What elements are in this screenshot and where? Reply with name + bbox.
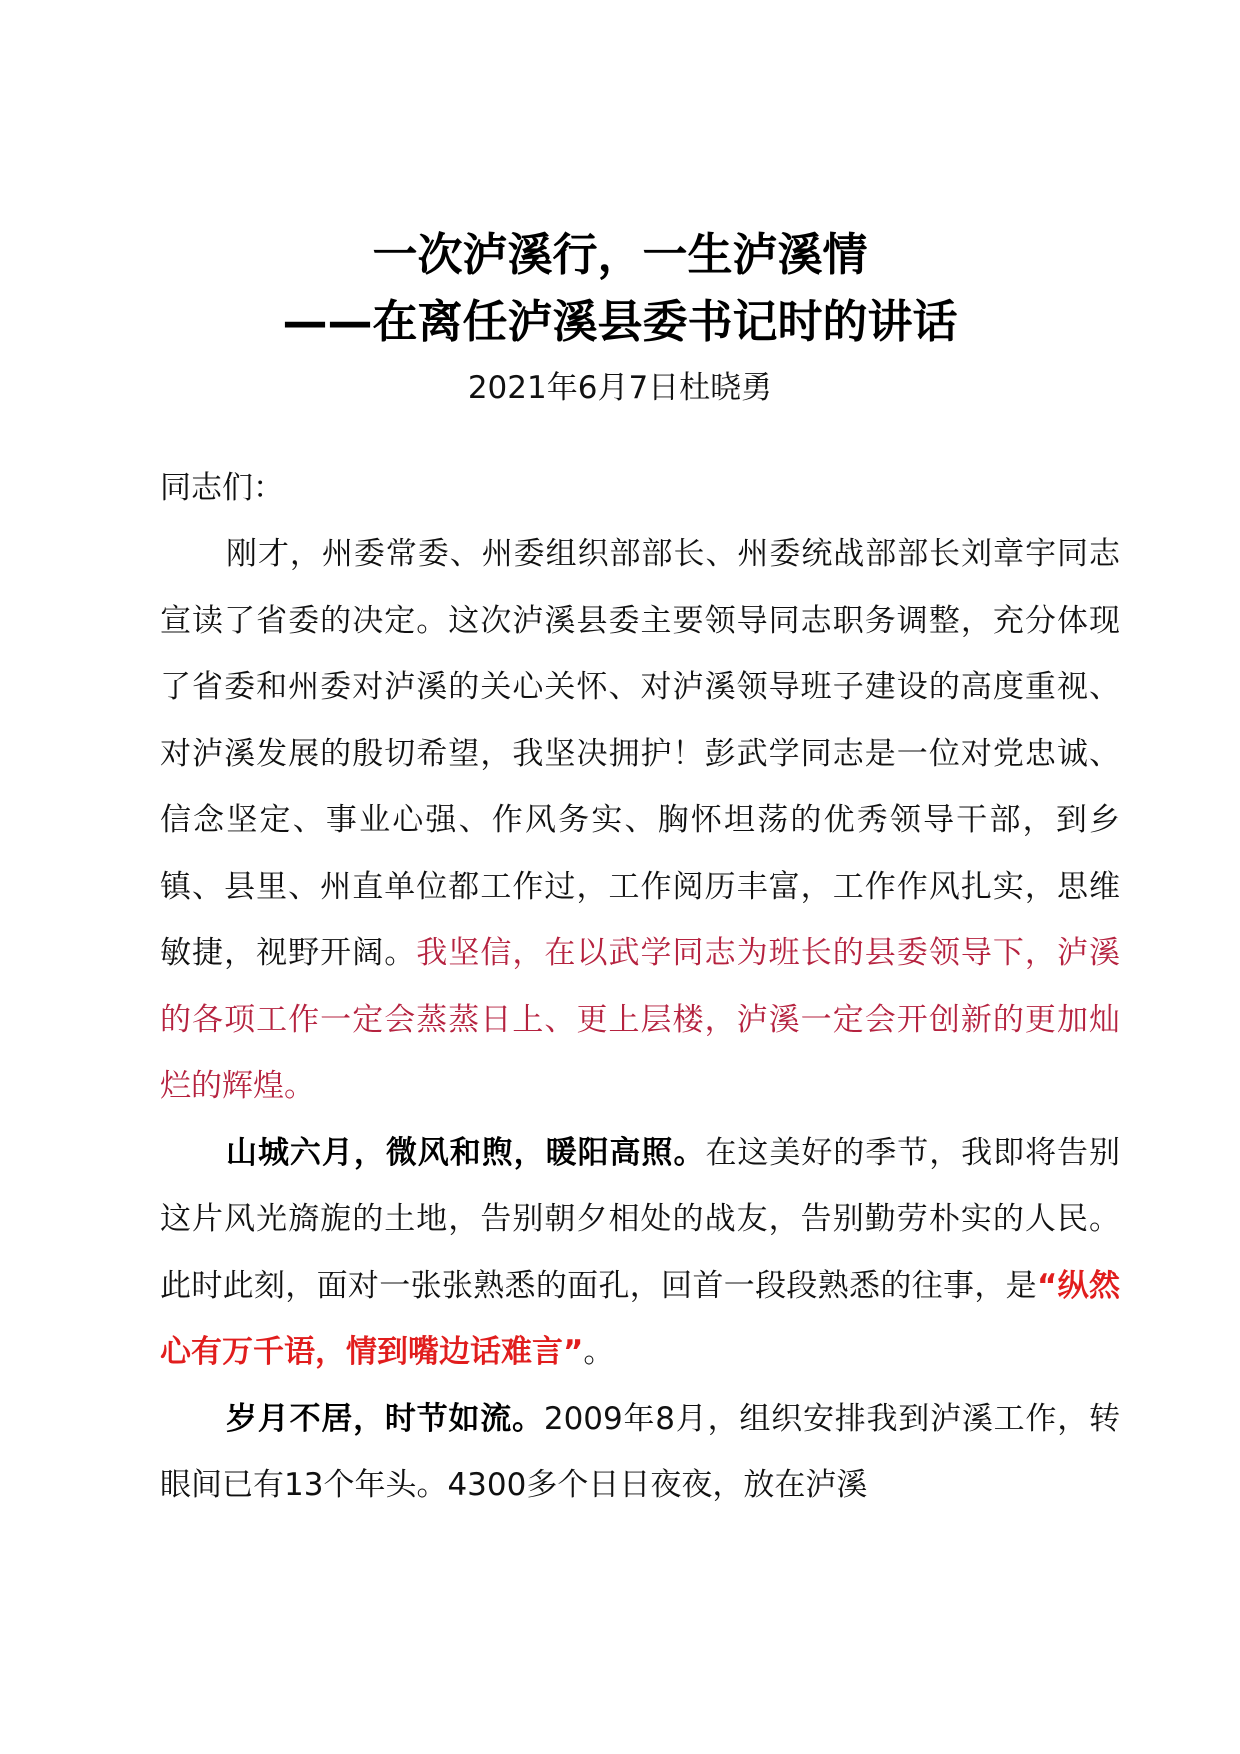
paragraph-2-quote: “纵然心有万千语，情到嘴边话难言” (160, 1267, 1120, 1370)
paragraph-3-lead: 岁月不居，时节如流。 (226, 1400, 544, 1437)
paragraph-1 (160, 521, 1120, 1120)
speech-body (160, 470, 1120, 1519)
date-author-line: 2021年6月7日杜晓勇 (467, 370, 773, 406)
paragraph-3 (160, 1386, 1120, 1519)
document-title: 一次泸溪行，一生泸溪情 (372, 228, 868, 281)
greeting: 同志们： (160, 470, 284, 506)
document-subtitle: ——在离任泸溪县委书记时的讲话 (282, 295, 958, 348)
paragraph-2-text: 在这美好的季节，我即将告别这片风光旖旎的土地，告别朝夕相处的战友，告别勤劳朴实的人民。此时此刻，面对一张张熟悉的面孔，回首一段段熟悉的往事，是 (160, 1134, 1121, 1304)
paragraph-1-highlight: 我坚信，在以武学同志为班长的县委领导下，泸溪的各项工作一定会蒸蒸日上、更上层楼，泸溪一定会开创新的更加灿烂的辉煌。 (160, 935, 1121, 1104)
paragraph-1-text: 刚才，州委常委、州委组织部部长、州委统战部部长刘章宇同志宣读了省委的决定。这次泸溪县委主要领导同志职务调整，充分体现了省委和州委对泸溪的关心关怀、对泸溪领导班子建设的高度重视、对泸溪发展的殷切希望，我坚决拥护！彭武学同志是一位对党忠诚、信念坚定、事业心强、作风务实、胸怀坦荡的优秀领导干部，到乡镇、县里、州直单位都工作过，工作阅历丰富，工作作风扎实，思维敏捷，视野开阔。 (160, 536, 1120, 971)
paragraph-2-end: 。 (583, 1334, 615, 1370)
paragraph-3-text: 2009年8月，组织安排我到泸溪工作，转眼间已有13个年头。4300多个日日夜夜，放在泸溪 (160, 1400, 1120, 1503)
paragraph-2-lead: 山城六月，微风和煦，暖阳高照。 (226, 1134, 706, 1171)
paragraph-2 (160, 1120, 1120, 1386)
